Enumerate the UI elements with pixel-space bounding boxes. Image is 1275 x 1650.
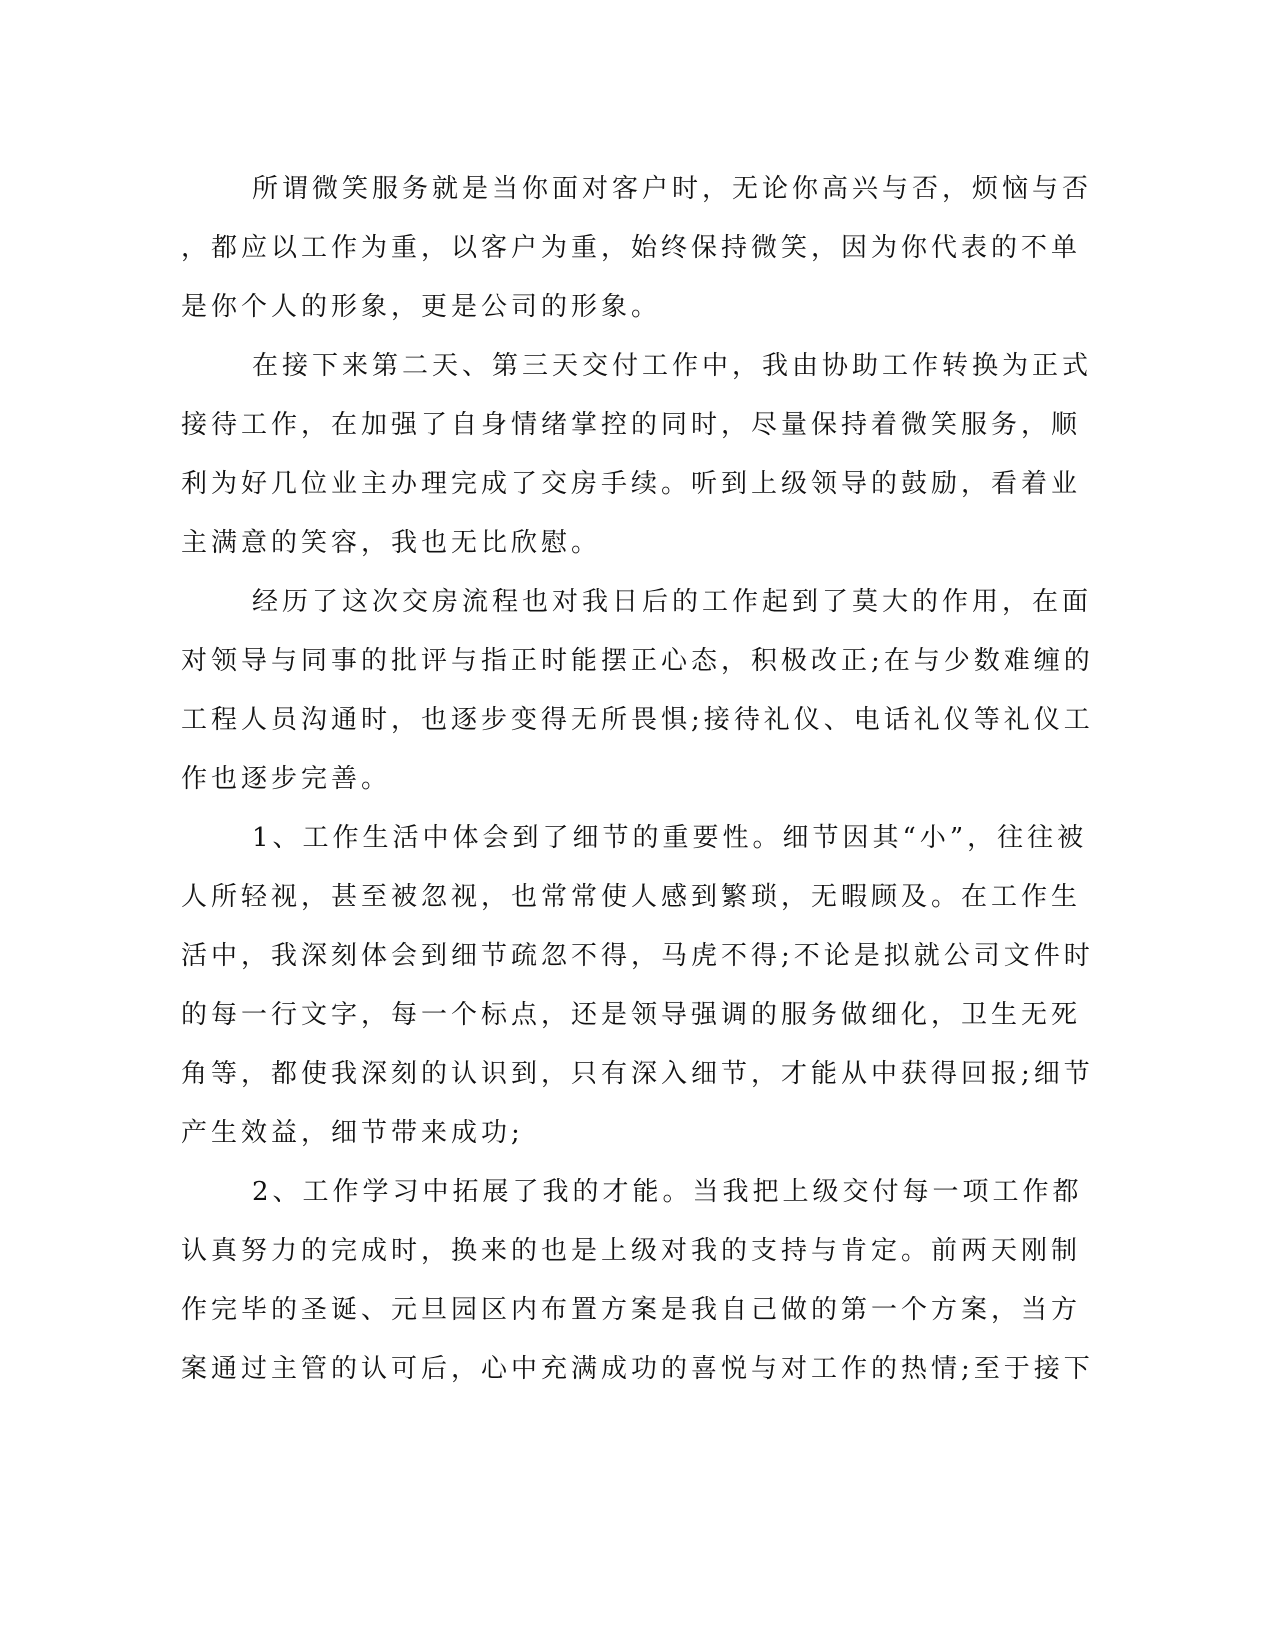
paragraph-2-line-1: 在接下来第二天、第三天交付工作中，我由协助工作转换为正式 xyxy=(252,351,1093,381)
paragraph-4-line-1: 1、工作生活中体会到了细节的重要性。细节因其“小”，往往被 xyxy=(252,823,1088,853)
paragraph-3-line-2: 对领导与同事的批评与指正时能摆正心态，积极改正;在与少数难缠的 xyxy=(181,646,1094,676)
paragraph-4-line-5: 角等，都使我深刻的认识到，只有深入细节，才能从中获得回报;细节 xyxy=(181,1059,1094,1089)
paragraph-1-line-3: 是你个人的形象，更是公司的形象。 xyxy=(181,292,662,322)
paragraph-1-line-2: ，都应以工作为重，以客户为重，始终保持微笑，因为你代表的不单 xyxy=(181,233,1082,263)
paragraph-4-line-3: 活中，我深刻体会到细节疏忽不得，马虎不得;不论是拟就公司文件时 xyxy=(181,941,1094,971)
paragraph-4-line-6: 产生效益，细节带来成功; xyxy=(181,1118,524,1148)
paragraph-3-line-3: 工程人员沟通时，也逐步变得无所畏惧;接待礼仪、电话礼仪等礼仪工 xyxy=(181,705,1094,735)
paragraph-5-line-2: 认真努力的完成时，换来的也是上级对我的支持与肯定。前两天刚制 xyxy=(181,1236,1082,1266)
paragraph-5-line-4: 案通过主管的认可后，心中充满成功的喜悦与对工作的热情;至于接下 xyxy=(181,1354,1094,1384)
paragraph-5-line-1: 2、工作学习中拓展了我的才能。当我把上级交付每一项工作都 xyxy=(252,1177,1083,1207)
paragraph-2-line-3: 利为好几位业主办理完成了交房手续。听到上级领导的鼓励，看着业 xyxy=(181,469,1082,499)
paragraph-4-line-4: 的每一行文字，每一个标点，还是领导强调的服务做细化，卫生无死 xyxy=(181,1000,1082,1030)
paragraph-4-line-2: 人所轻视，甚至被忽视，也常常使人感到繁琐，无暇顾及。在工作生 xyxy=(181,882,1082,912)
paragraph-2-line-4: 主满意的笑容，我也无比欣慰。 xyxy=(181,528,602,558)
paragraph-3-line-1: 经历了这次交房流程也对我日后的工作起到了莫大的作用，在面 xyxy=(252,587,1093,617)
paragraph-3-line-4: 作也逐步完善。 xyxy=(181,764,392,794)
paragraph-5-line-3: 作完毕的圣诞、元旦园区内布置方案是我自己做的第一个方案，当方 xyxy=(181,1295,1082,1325)
paragraph-2-line-2: 接待工作，在加强了自身情绪掌控的同时，尽量保持着微笑服务，顺 xyxy=(181,410,1082,440)
paragraph-1-line-1: 所谓微笑服务就是当你面对客户时，无论你高兴与否，烦恼与否 xyxy=(252,174,1093,204)
document-body xyxy=(181,160,1094,1399)
